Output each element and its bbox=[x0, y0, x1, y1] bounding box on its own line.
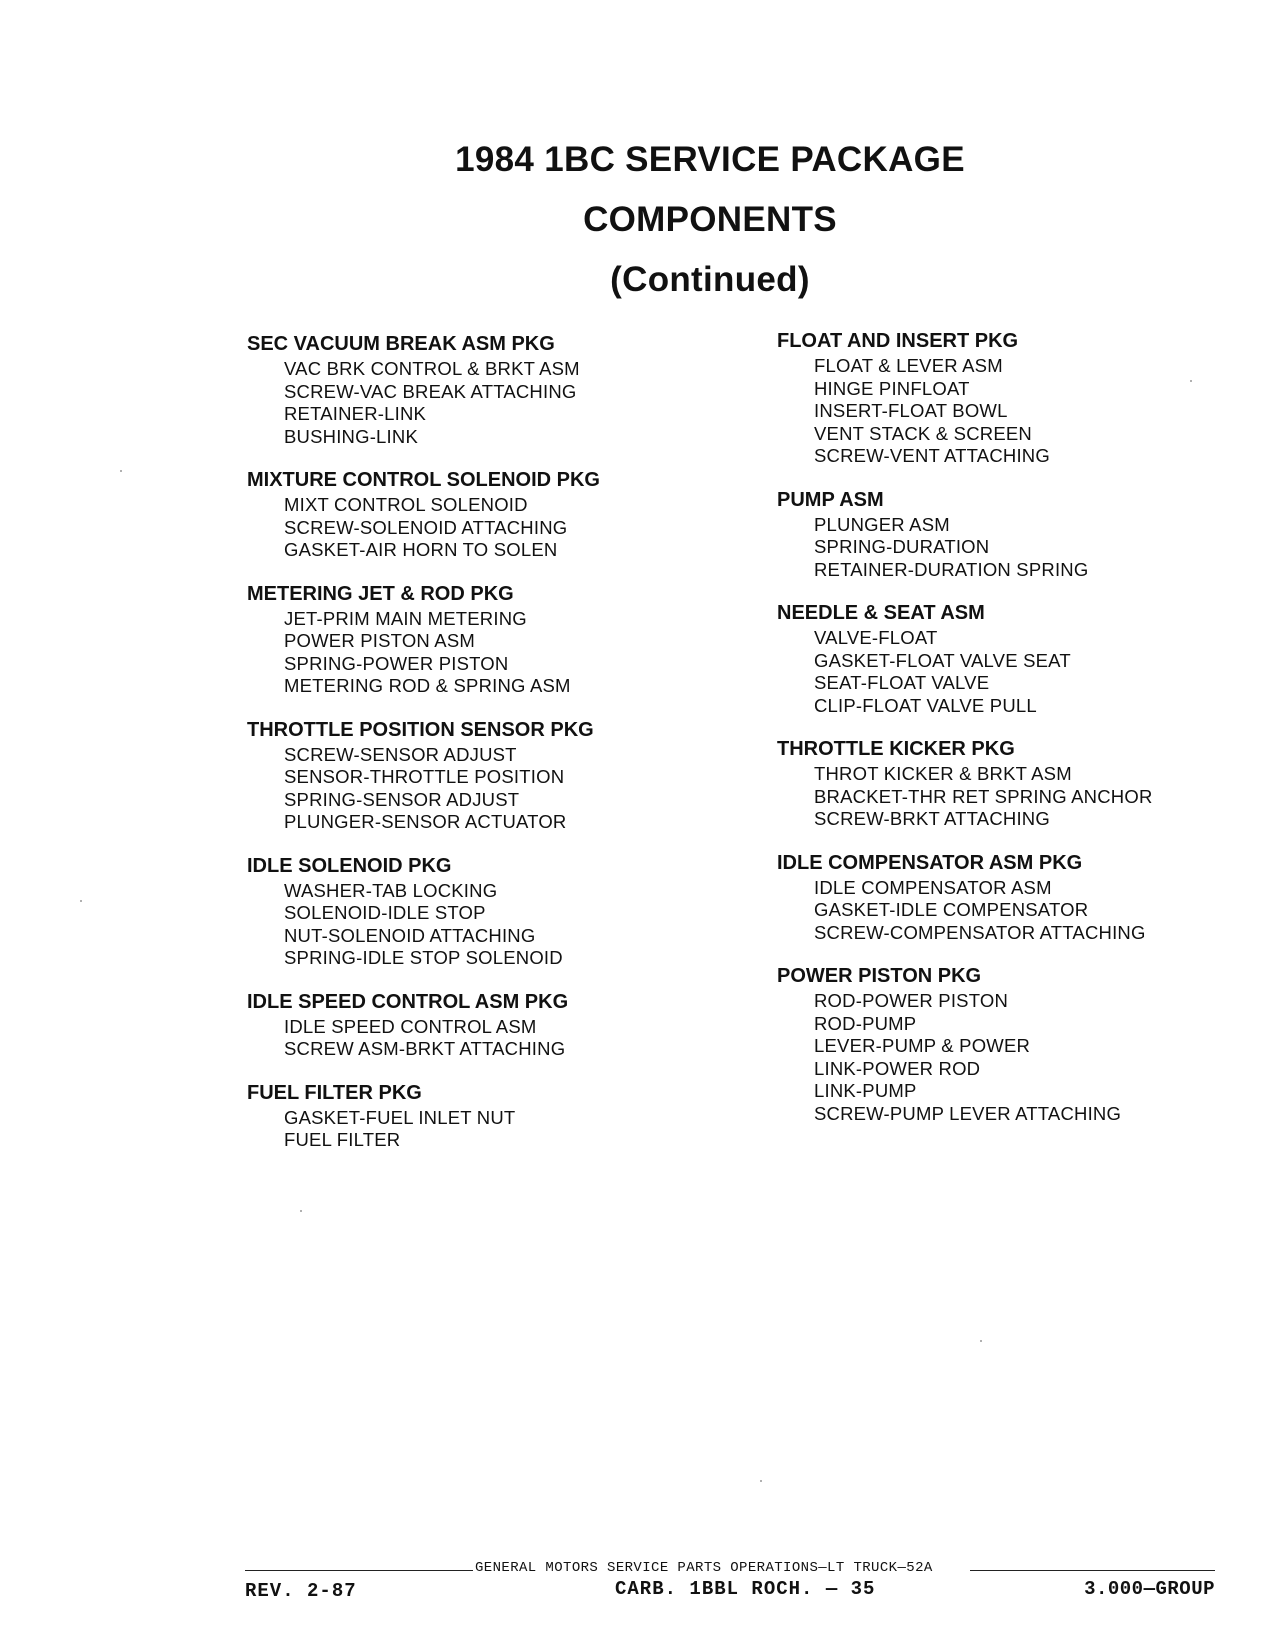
component-item: SOLENOID-IDLE STOP bbox=[284, 902, 486, 923]
scan-speck bbox=[120, 470, 122, 472]
component-item: SCREW-VAC BREAK ATTACHING bbox=[284, 380, 577, 402]
component-item: GASKET-IDLE COMPENSATOR bbox=[814, 899, 1089, 920]
component-item: FLOAT & LEVER ASM bbox=[814, 355, 1003, 376]
component-item: IDLE SPEED CONTROL ASM bbox=[284, 1015, 537, 1037]
component-item: METERING ROD & SPRING ASM bbox=[284, 675, 571, 696]
scan-speck bbox=[980, 1340, 982, 1342]
footer-publisher: GENERAL MOTORS SERVICE PARTS OPERATIONS—LT TRUCK—52A bbox=[475, 1560, 933, 1576]
package-section bbox=[777, 964, 1247, 1125]
component-item: CLIP-FLOAT VALVE PULL bbox=[814, 694, 1037, 716]
component-item: BUSHING-LINK bbox=[284, 425, 418, 447]
component-item: MIXT CONTROL SOLENOID bbox=[284, 494, 528, 515]
package-section bbox=[777, 851, 1247, 945]
component-item: POWER PISTON ASM bbox=[284, 630, 475, 651]
component-list bbox=[247, 1016, 717, 1061]
component-item: SCREW ASM-BRKT ATTACHING bbox=[284, 1038, 566, 1059]
scan-speck bbox=[760, 1480, 762, 1482]
package-section bbox=[777, 601, 1247, 717]
component-item: GASKET-FUEL INLET NUT bbox=[284, 1106, 516, 1128]
component-item: IDLE COMPENSATOR ASM bbox=[814, 876, 1052, 898]
page-footer bbox=[245, 1560, 1215, 1630]
component-item: VALVE-FLOAT bbox=[814, 627, 938, 648]
component-list bbox=[247, 494, 717, 562]
component-item: SCREW-VENT ATTACHING bbox=[814, 445, 1050, 466]
component-item: VENT STACK & SCREEN bbox=[814, 422, 1032, 444]
component-item: FUEL FILTER bbox=[284, 1129, 401, 1150]
component-item: BRACKET-THR RET SPRING ANCHOR bbox=[814, 785, 1153, 807]
footer-revision: REV. 2-87 bbox=[245, 1580, 357, 1602]
component-item: GASKET-AIR HORN TO SOLEN bbox=[284, 539, 558, 560]
right-column bbox=[777, 329, 1247, 1145]
component-item: GASKET-FLOAT VALVE SEAT bbox=[814, 649, 1071, 671]
component-list bbox=[247, 608, 717, 698]
package-heading: THROTTLE KICKER PKG bbox=[777, 738, 1015, 760]
component-item: RETAINER-DURATION SPRING bbox=[814, 558, 1089, 580]
component-list bbox=[247, 880, 717, 970]
scan-speck bbox=[300, 1210, 302, 1212]
component-item: JET-PRIM MAIN METERING bbox=[284, 607, 527, 629]
package-section bbox=[777, 329, 1247, 468]
component-list bbox=[777, 355, 1247, 468]
page-title: 1984 1BC SERVICE PACKAGE bbox=[455, 140, 965, 179]
component-item: ROD-POWER PISTON bbox=[814, 990, 1009, 1011]
component-item: SCREW-SOLENOID ATTACHING bbox=[284, 516, 568, 538]
left-column bbox=[247, 332, 717, 1172]
package-section bbox=[247, 332, 717, 448]
component-list bbox=[777, 627, 1247, 717]
component-item: RETAINER-LINK bbox=[284, 403, 427, 424]
component-list bbox=[777, 763, 1247, 831]
component-item: LEVER-PUMP & POWER bbox=[814, 1035, 1031, 1056]
page-subtitle: COMPONENTS bbox=[583, 200, 837, 239]
footer-rule-left bbox=[245, 1570, 473, 1571]
component-item: SENSOR-THROTTLE POSITION bbox=[284, 766, 565, 787]
component-list bbox=[777, 514, 1247, 582]
component-item: ROD-PUMP bbox=[814, 1012, 917, 1034]
component-item: PLUNGER-SENSOR ACTUATOR bbox=[284, 811, 567, 832]
footer-rule-right bbox=[970, 1570, 1215, 1571]
component-item: INSERT-FLOAT BOWL bbox=[814, 400, 1008, 421]
package-section bbox=[777, 737, 1247, 831]
component-item: SCREW-COMPENSATOR ATTACHING bbox=[814, 921, 1146, 943]
component-list bbox=[777, 990, 1247, 1125]
component-item: SPRING-IDLE STOP SOLENOID bbox=[284, 947, 563, 968]
page-continued-label: (Continued) bbox=[610, 260, 810, 299]
package-heading: IDLE SOLENOID PKG bbox=[247, 854, 452, 877]
package-heading: SEC VACUUM BREAK ASM PKG bbox=[247, 333, 555, 355]
package-section bbox=[247, 582, 717, 698]
component-item: NUT-SOLENOID ATTACHING bbox=[284, 924, 536, 946]
package-heading: IDLE COMPENSATOR ASM PKG bbox=[777, 851, 1083, 874]
footer-page-reference: CARB. 1BBL ROCH. — 35 bbox=[615, 1578, 876, 1600]
component-list bbox=[777, 877, 1247, 945]
component-item: LINK-POWER ROD bbox=[814, 1057, 981, 1079]
component-list bbox=[247, 744, 717, 834]
package-heading: POWER PISTON PKG bbox=[777, 965, 982, 987]
component-item: SPRING-DURATION bbox=[814, 536, 990, 557]
component-item: PLUNGER ASM bbox=[814, 513, 950, 535]
package-heading: IDLE SPEED CONTROL ASM PKG bbox=[247, 990, 569, 1013]
package-section bbox=[247, 1081, 717, 1152]
package-heading: THROTTLE POSITION SENSOR PKG bbox=[247, 718, 594, 741]
component-item: SCREW-PUMP LEVER ATTACHING bbox=[814, 1102, 1122, 1124]
package-heading: PUMP ASM bbox=[777, 488, 884, 511]
component-item: SCREW-SENSOR ADJUST bbox=[284, 743, 517, 765]
component-item: HINGE PINFLOAT bbox=[814, 377, 970, 399]
scan-speck bbox=[1190, 380, 1192, 382]
scan-speck bbox=[80, 900, 82, 902]
package-section bbox=[247, 468, 717, 562]
package-section bbox=[777, 488, 1247, 582]
package-heading: FUEL FILTER PKG bbox=[247, 1081, 422, 1104]
package-heading: NEEDLE & SEAT ASM bbox=[777, 602, 985, 624]
package-heading: METERING JET & ROD PKG bbox=[247, 582, 514, 605]
package-heading: FLOAT AND INSERT PKG bbox=[777, 330, 1019, 352]
component-item: SEAT-FLOAT VALVE bbox=[814, 672, 990, 693]
component-item: VAC BRK CONTROL & BRKT ASM bbox=[284, 358, 580, 379]
package-section bbox=[247, 990, 717, 1061]
package-section bbox=[247, 718, 717, 834]
component-item: SCREW-BRKT ATTACHING bbox=[814, 808, 1050, 829]
component-item: SPRING-POWER PISTON bbox=[284, 652, 509, 674]
component-list bbox=[247, 1107, 717, 1152]
component-item: THROT KICKER & BRKT ASM bbox=[814, 763, 1072, 784]
package-section bbox=[247, 854, 717, 970]
component-item: WASHER-TAB LOCKING bbox=[284, 879, 498, 901]
component-item: SPRING-SENSOR ADJUST bbox=[284, 788, 520, 810]
package-heading: MIXTURE CONTROL SOLENOID PKG bbox=[247, 469, 600, 491]
component-list bbox=[247, 358, 717, 448]
component-item: LINK-PUMP bbox=[814, 1080, 917, 1101]
footer-group-number: 3.000—GROUP bbox=[1084, 1578, 1215, 1600]
